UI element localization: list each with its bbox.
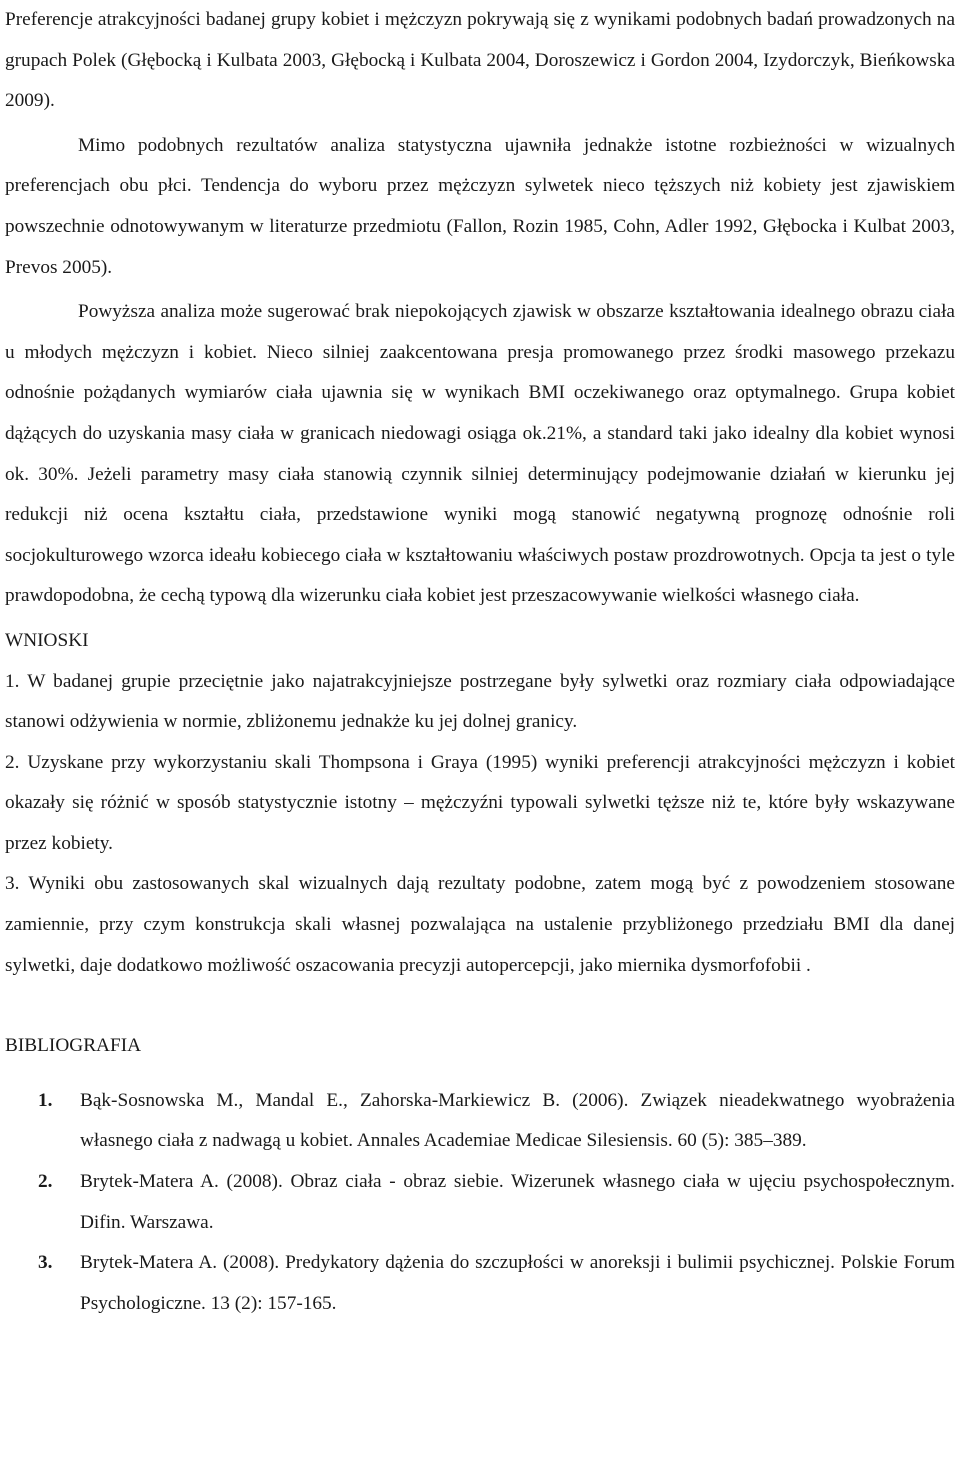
- conclusion-item: 3. Wyniki obu zastosowanych skal wizualnych dają rezultaty podobne, zatem mogą być z powodzeniem stosowane zamiennie, przy czym konstrukcja skali własnej pozwalająca na ustalenie przybliżonego przedziału BMI dla danej sylwetki, daje dodatkowo możliwość oszacowania precyzji autopercepcji, jako miernika dysmorfofobii .: [5, 873, 955, 976]
- bibliography-list: [5, 1081, 955, 1325]
- paragraph-preferences: Preferencje atrakcyjności badanej grupy kobiet i mężczyzn pokrywają się z wynikami podobnych badań prowadzonych na grupach Polek (Głębocką i Kulbata 2003, Głębocką i Kulbata 2004, Doroszewicz i Gordon 2004, Izydorczyk, Bieńkowska 2009).: [5, 9, 955, 112]
- paragraph-differences: Mimo podobnych rezultatów analiza statystyczna ujawniła jednakże istotne rozbieżności w wizualnych preferencjach obu płci. Tendencja do wyboru przez mężczyzn sylwetek nieco tęższych niż kobiety jest zjawiskiem powszechnie odnotowywanym w literaturze przedmiotu (Fallon, Rozin 1985, Cohn, Adler 1992, Głębocka i Kulbat 2003, Prevos 2005).: [5, 134, 955, 278]
- bibliography-number: 2.: [38, 1171, 53, 1193]
- conclusion-item: 2. Uzyskane przy wykorzystaniu skali Thompsona i Graya (1995) wyniki preferencji atrakcyjności mężczyzn i kobiet okazały się różnić w sposób statystycznie istotny – mężczyźni typowali sylwetki tęższe niż te, które były wskazywane przez kobiety.: [5, 751, 955, 854]
- bibliography-text: Bąk-Sosnowska M., Mandal E., Zahorska-Markiewicz B. (2006). Związek nieadekwatnego wyobrażenia własnego ciała z nadwagą u kobiet. Annales Academiae Medicae Silesiensis. 60 (5): 385–389.: [80, 1089, 955, 1152]
- bibliography-heading: BIBLIOGRAFIA: [5, 1035, 142, 1057]
- paragraph-analysis: Powyższa analiza może sugerować brak niepokojących zjawisk w obszarze kształtowania idealnego obrazu ciała u młodych mężczyzn i kobiet. Nieco silniej zaakcentowana presja promowanego przez środki masowego przekazu odnośnie pożądanych wymiarów ciała ujawnia się w wynikach BMI oczekiwanego oraz optymalnego. Grupa kobiet dążących do uzyskania masy ciała w granicach niedowagi osiąga ok.21%, a standard taki jako idealny dla kobiet wynosi ok. 30%. Jeżeli parametry masy ciała stanowią czynnik silniej determinujący podejmowanie działań w kierunku jej redukcji niż ocena kształtu ciała, przedstawione wyniki mogą stanowić negatywną prognozę odnośnie roli socjokulturowego wzorca ideału kobiecego ciała w kształtowaniu właściwych postaw prozdrowotnych. Opcja ta jest o tyle prawdopodobna, że cechą typową dla wizerunku ciała kobiet jest przeszacowywanie wielkości własnego ciała.: [5, 301, 955, 607]
- bibliography-text: Brytek-Matera A. (2008). Obraz ciała - obraz siebie. Wizerunek własnego ciała w ujęciu psychospołecznym. Difin. Warszawa.: [80, 1171, 955, 1233]
- bibliography-number: 1.: [38, 1089, 53, 1111]
- bibliography-entry: [5, 1243, 955, 1324]
- conclusions-heading: WNIOSKI: [5, 629, 89, 651]
- bibliography-entry: [5, 1081, 955, 1162]
- document-page: [5, 0, 955, 1324]
- conclusion-item: 1. W badanej grupie przeciętnie jako najatrakcyjniejsze postrzegane były sylwetki oraz rozmiary ciała odpowiadające stanowi odżywienia w normie, zbliżonemu jednakże ku jej dolnej granicy.: [5, 670, 955, 733]
- bibliography-number: 3.: [38, 1252, 53, 1274]
- bibliography-entry: [5, 1162, 955, 1243]
- bibliography-text: Brytek-Matera A. (2008). Predykatory dążenia do szczupłości w anoreksji i bulimii psychicznej. Polskie Forum Psychologiczne. 13 (2): 157-165.: [80, 1252, 955, 1314]
